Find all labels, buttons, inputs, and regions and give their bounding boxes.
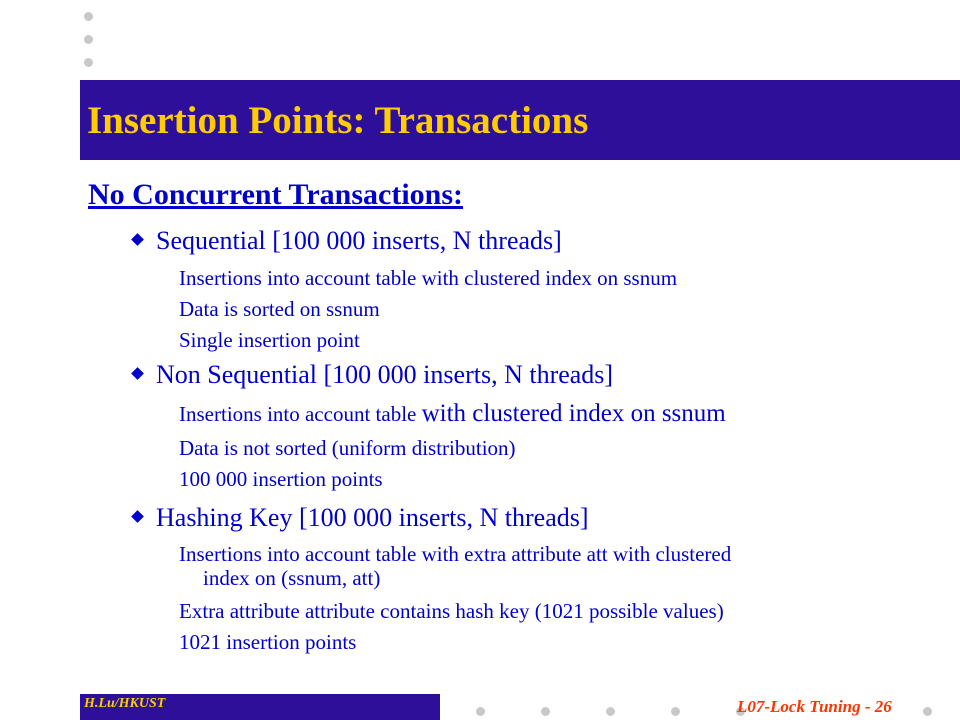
footer-author: H.Lu/HKUST: [84, 696, 166, 711]
detail-line: [179, 402, 726, 426]
decor-dot: [84, 35, 93, 44]
decor-dot: [923, 707, 932, 716]
diamond-bullet-icon: [131, 233, 144, 246]
decor-dot: [84, 58, 93, 67]
detail-line: 1021 insertion points: [179, 630, 357, 654]
decor-dot: [606, 707, 615, 716]
detail-line-multiline: [179, 542, 731, 590]
diamond-bullet-icon: [131, 510, 144, 523]
footer-page-label: L07-Lock Tuning - 26: [737, 697, 892, 716]
detail-line: Single insertion point: [179, 328, 360, 352]
detail-line-continued: index on (ssnum, att): [203, 566, 381, 590]
slide-title: Insertion Points: Transactions: [87, 99, 589, 142]
decor-dot: [671, 707, 680, 716]
decor-dot: [541, 707, 550, 716]
detail-line: 100 000 insertion points: [179, 467, 383, 491]
bullet-item-non-sequential: [133, 360, 613, 390]
detail-line: Extra attribute attribute contains hash key (1021 possible values): [179, 599, 724, 623]
bullet-label: Sequential [100 000 inserts, N threads]: [156, 226, 562, 255]
bullet-label: Non Sequential [100 000 inserts, N threads]: [156, 360, 614, 389]
detail-line: Insertions into account table with clustered index on ssnum: [179, 266, 678, 290]
bullet-item-sequential: [133, 226, 562, 256]
detail-line: Data is not sorted (uniform distribution): [179, 436, 516, 460]
detail-line: Insertions into account table with extra attribute att with clustered: [179, 542, 732, 566]
decor-dot: [84, 12, 93, 21]
decor-dot: [476, 707, 485, 716]
detail-line-part-large: with clustered index on ssnum: [421, 400, 726, 427]
title-bar: [80, 80, 960, 160]
detail-line-part: Insertions into account table: [179, 402, 422, 426]
detail-line: Data is sorted on ssnum: [179, 297, 380, 321]
footer-bar: [80, 694, 440, 720]
bullet-item-hashing-key: [133, 503, 589, 533]
diamond-bullet-icon: [131, 367, 144, 380]
bullet-label: Hashing Key [100 000 inserts, N threads]: [156, 503, 589, 532]
section-heading: No Concurrent Transactions:: [88, 178, 463, 211]
